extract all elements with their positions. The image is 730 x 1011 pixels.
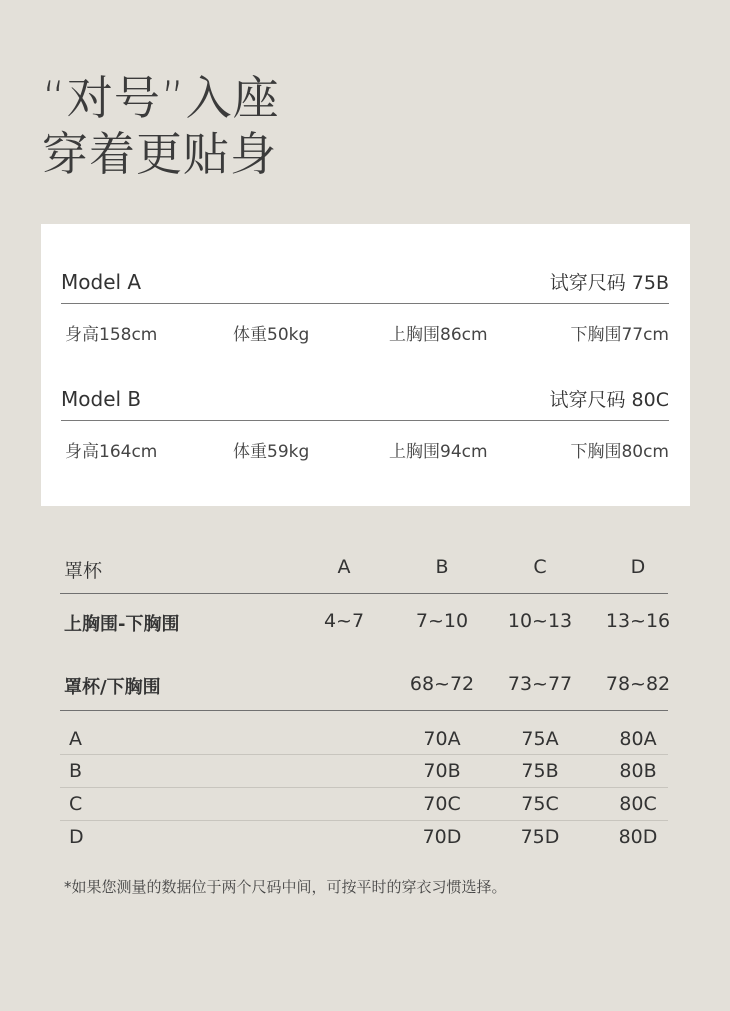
row-label: C	[69, 793, 83, 815]
table-cell: 80A	[619, 728, 657, 750]
table-cell: 75D	[520, 826, 560, 848]
table-cell: 70D	[422, 826, 462, 848]
model-b-underbust: 下胸围80cm	[570, 442, 669, 462]
model-b-header	[61, 385, 669, 412]
table-cell: 13~16	[605, 610, 671, 632]
table-cell: 80B	[619, 760, 657, 782]
table-cell: A	[337, 556, 351, 578]
table-cell: 75C	[521, 793, 559, 815]
cup-header-row	[60, 556, 668, 592]
underbust-header-row	[60, 673, 671, 709]
table-divider	[60, 710, 668, 711]
row-label: A	[69, 728, 82, 750]
table-divider	[60, 787, 668, 788]
table-cell: 73~77	[507, 673, 573, 695]
table-cell: 75A	[521, 728, 559, 750]
table-cell: 78~82	[605, 673, 671, 695]
model-a-height: 身高158cm	[65, 325, 158, 345]
table-cell: 70C	[423, 793, 461, 815]
cup-header-label: 罩杯	[64, 560, 103, 582]
model-a-header	[61, 268, 669, 295]
model-info-card	[41, 224, 690, 506]
table-divider	[60, 820, 668, 821]
row-label: D	[69, 826, 84, 848]
table-cell: 80C	[619, 793, 657, 815]
bust-diff-row	[60, 610, 671, 646]
table-cell: 75B	[521, 760, 559, 782]
table-row	[60, 728, 668, 760]
headline	[42, 70, 280, 182]
footnote: *如果您测量的数据位于两个尺码中间，可按平时的穿衣习惯选择。	[64, 878, 507, 896]
model-b-bust: 上胸围94cm	[389, 442, 488, 462]
table-divider	[60, 593, 668, 594]
model-a-bust: 上胸围86cm	[389, 325, 488, 345]
headline-line-1: “对号”入座	[42, 71, 280, 125]
table-cell: D	[630, 556, 646, 578]
model-a-name: Model A	[61, 269, 142, 294]
model-b-try-size: 试穿尺码 80C	[549, 389, 669, 411]
table-cell: 70B	[423, 760, 461, 782]
model-b-divider	[61, 420, 669, 421]
model-b-height: 身高164cm	[65, 442, 158, 462]
table-cell: 4~7	[323, 610, 365, 632]
row-label: B	[69, 760, 83, 782]
model-b-stats	[65, 437, 669, 461]
table-cell: B	[435, 556, 449, 578]
table-cell: C	[533, 556, 547, 578]
model-a-divider	[61, 303, 669, 304]
model-a-weight: 体重50kg	[233, 325, 310, 345]
model-a-stats	[65, 320, 669, 344]
table-cell: 7~10	[415, 610, 469, 632]
headline-line-2: 穿着更贴身	[42, 127, 277, 181]
table-cell: 70A	[423, 728, 461, 750]
table-row	[60, 826, 668, 858]
table-cell: 68~72	[409, 673, 475, 695]
bust-diff-label: 上胸围-下胸围	[64, 614, 180, 635]
model-b-name: Model B	[61, 386, 142, 411]
model-a-try-size: 试穿尺码 75B	[549, 272, 669, 294]
model-b-weight: 体重59kg	[233, 442, 310, 462]
table-cell: 10~13	[507, 610, 573, 632]
table-cell: 80D	[618, 826, 658, 848]
table-divider	[60, 754, 668, 755]
underbust-header-label: 罩杯/下胸围	[64, 677, 161, 698]
model-a-underbust: 下胸围77cm	[570, 325, 669, 345]
